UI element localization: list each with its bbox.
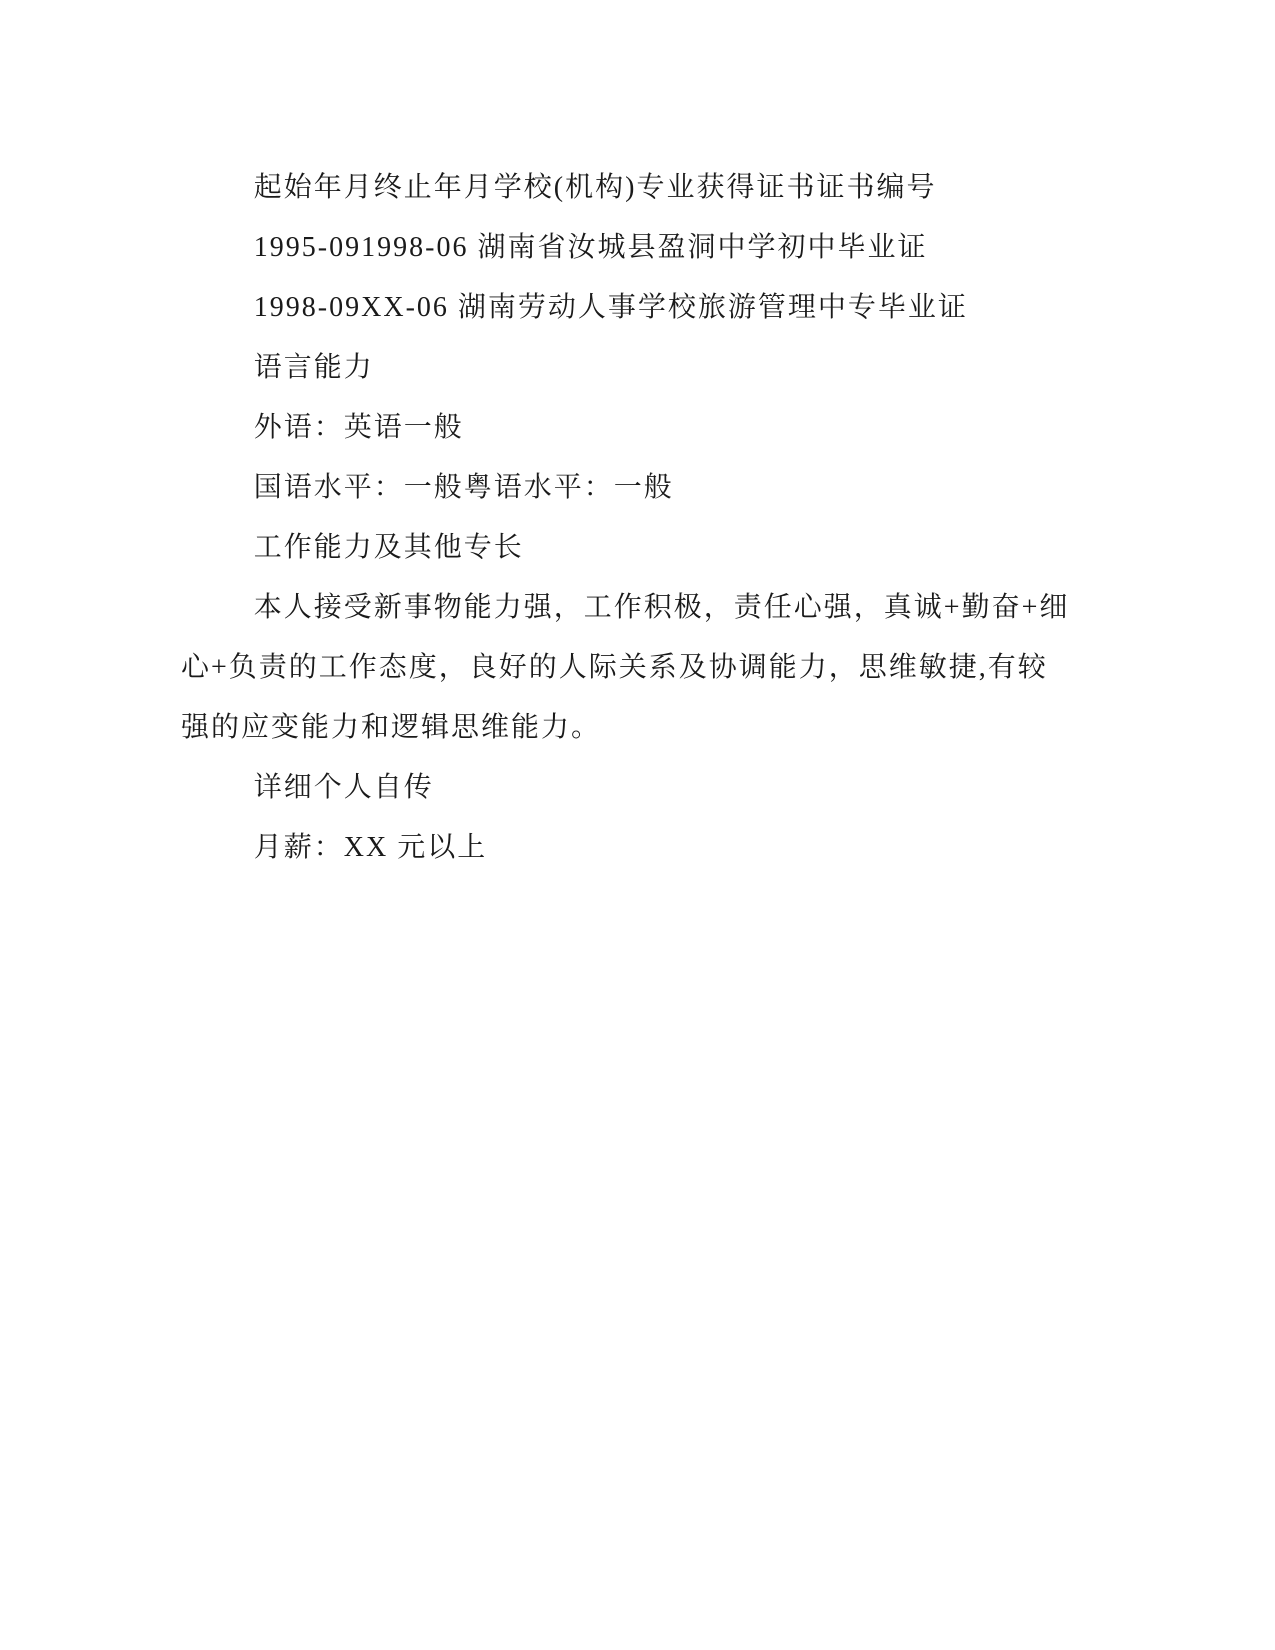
salary-expectation-line: 月薪：XX 元以上 xyxy=(253,832,488,863)
education-entry-middle-school: 1995-091998-06 湖南省汝城县盈洞中学初中毕业证 xyxy=(253,232,928,263)
document-body xyxy=(181,158,1074,878)
foreign-language-line: 外语：英语一般 xyxy=(253,412,464,443)
language-ability-heading: 语言能力 xyxy=(253,352,374,383)
education-table-header: 起始年月终止年月学校(机构)专业获得证书证书编号 xyxy=(253,172,937,203)
work-ability-description: 本人接受新事物能力强，工作积极，责任心强，真诚+勤奋+细心+负责的工作态度，良好的人际关系及协调能力，思维敏捷,有较强的应变能力和逻辑思维能力。 xyxy=(181,592,1070,743)
dialect-level-line: 国语水平：一般粤语水平：一般 xyxy=(253,472,674,503)
work-ability-heading: 工作能力及其他专长 xyxy=(253,532,524,563)
education-entry-vocational-school: 1998-09XX-06 湖南劳动人事学校旅游管理中专毕业证 xyxy=(253,292,968,323)
autobiography-heading: 详细个人自传 xyxy=(253,772,434,803)
